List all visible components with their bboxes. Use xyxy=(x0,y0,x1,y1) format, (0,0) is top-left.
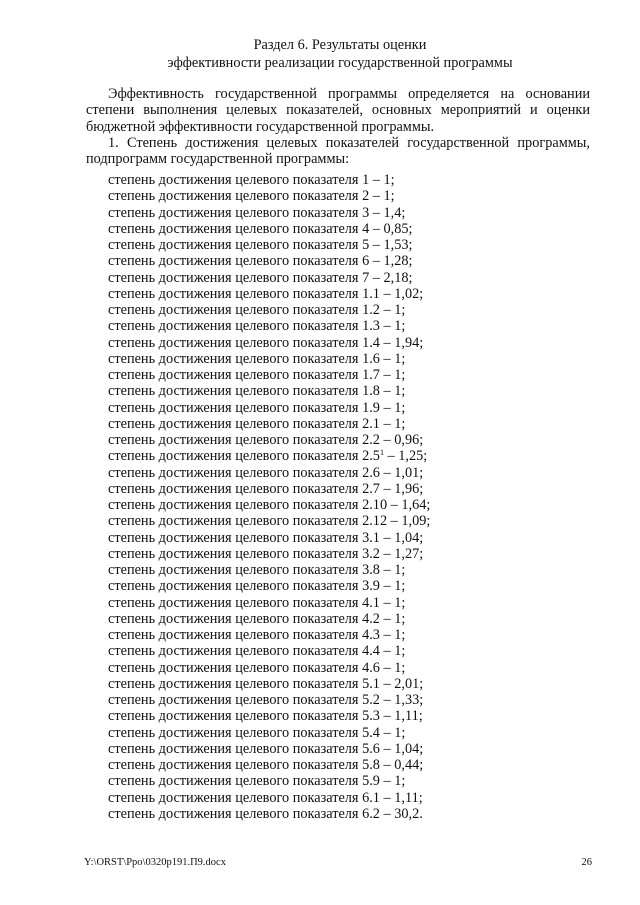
indicator-prefix: степень достижения целевого показателя xyxy=(108,237,363,253)
indicator-id: 4.3 xyxy=(362,627,380,643)
indicator-value: – 1; xyxy=(379,318,406,335)
indicator-prefix: степень достижения целевого показателя xyxy=(108,318,363,335)
indicator-value: – 30,2. xyxy=(379,805,423,822)
indicator-item xyxy=(108,643,430,659)
indicator-value: – 1,53; xyxy=(369,237,413,253)
indicator-value: – 0,96; xyxy=(379,432,424,448)
list-intro-paragraph: 1. Степень достижения целевых показателей государственной программы, подпрограмм государственной программы: xyxy=(86,134,590,168)
indicator-value: – 1; xyxy=(379,350,406,367)
indicator-prefix: степень достижения целевого показателя xyxy=(108,545,363,562)
indicator-value: – 1; xyxy=(379,594,406,611)
indicator-prefix: степень достижения целевого показателя xyxy=(108,578,363,595)
indicator-id: 3.9 xyxy=(362,578,380,595)
indicator-value: – 1,11; xyxy=(379,789,423,806)
indicator-prefix: степень достижения целевого показателя xyxy=(108,269,363,286)
indicator-value: – 1; xyxy=(369,188,395,205)
indicator-item xyxy=(108,627,430,643)
indicator-value: – 1; xyxy=(369,172,395,188)
indicator-id: 1.4 xyxy=(362,334,380,351)
indicator-id: 1.2 xyxy=(362,302,380,318)
indicator-item xyxy=(108,497,430,513)
indicator-value: – 1,64; xyxy=(387,497,431,513)
indicator-id: 6.2 xyxy=(362,805,380,822)
indicator-prefix: степень достижения целевого показателя xyxy=(108,188,363,205)
indicator-value: – 0,44; xyxy=(379,757,424,773)
indicator-id: 2.1 xyxy=(362,415,380,432)
section-title: Раздел 6. Результаты оценки xyxy=(253,37,427,53)
indicator-value: – 2,01; xyxy=(379,675,424,692)
page-number: 26 xyxy=(581,857,592,868)
indicator-id: 5.6 xyxy=(362,740,380,757)
indicator-item xyxy=(108,205,430,221)
indicator-item xyxy=(108,172,430,188)
indicator-id: 1.7 xyxy=(362,367,380,383)
indicator-id: 4.2 xyxy=(362,610,380,627)
indicator-id: 2.5 xyxy=(362,448,380,465)
indicator-id: 3 xyxy=(362,204,370,221)
indicator-value: – 1,04; xyxy=(379,740,424,757)
indicator-id: 4.4 xyxy=(362,643,380,660)
indicator-value: – 1; xyxy=(379,415,406,432)
indicator-prefix: степень достижения целевого показателя xyxy=(108,757,363,773)
indicator-item xyxy=(108,335,430,351)
intro-text xyxy=(86,86,590,167)
indicator-id: 2 xyxy=(362,188,370,205)
indicator-id: 1.6 xyxy=(362,350,380,367)
indicator-item xyxy=(108,676,430,692)
indicator-prefix: степень достижения целевого показателя xyxy=(108,773,363,790)
indicator-item xyxy=(108,448,430,464)
indicator-prefix: степень достижения целевого показателя xyxy=(108,253,363,270)
indicator-prefix: степень достижения целевого показателя xyxy=(108,464,363,481)
indicator-prefix: степень достижения целевого показателя xyxy=(108,350,363,367)
indicator-value: – 1; xyxy=(379,578,406,595)
indicator-item xyxy=(108,400,430,416)
indicator-item xyxy=(108,806,430,822)
indicator-value: – 1,04; xyxy=(379,529,424,546)
indicator-item xyxy=(108,692,430,708)
indicator-prefix: степень достижения целевого показателя xyxy=(108,399,363,416)
indicator-prefix: степень достижения целевого показателя xyxy=(108,789,363,806)
indicator-id: 3.1 xyxy=(362,529,380,546)
indicator-value: – 1; xyxy=(379,643,406,660)
indicator-id: 6 xyxy=(362,253,370,270)
indicator-value: – 1; xyxy=(379,367,406,383)
indicator-id: 2.12 xyxy=(362,513,388,530)
section-subtitle: эффективности реализации государственной программы xyxy=(167,55,513,71)
indicator-value: – 1,09; xyxy=(387,513,431,530)
indicator-item xyxy=(108,383,430,399)
indicator-prefix: степень достижения целевого показателя xyxy=(108,708,363,725)
indicator-item xyxy=(108,302,430,318)
indicator-value: – 1,02; xyxy=(379,285,424,302)
intro-paragraph: Эффективность государственной программы определяется на основании степени выполнения целевых показателей, основных мероприятий и оценки бюджетной эффективности государственной программы. xyxy=(86,86,590,135)
indicator-item xyxy=(108,367,430,383)
indicator-value: – 1; xyxy=(379,302,406,318)
indicator-id: 4.1 xyxy=(362,594,380,611)
indicator-prefix: степень достижения целевого показателя xyxy=(108,529,363,546)
indicator-item xyxy=(108,188,430,204)
indicator-id: 4.6 xyxy=(362,659,380,676)
indicator-item xyxy=(108,611,430,627)
indicator-id: 6.1 xyxy=(362,789,380,806)
indicator-item xyxy=(108,530,430,546)
indicator-value: – 1,94; xyxy=(379,334,424,351)
indicator-value: – 1; xyxy=(379,399,406,416)
indicator-item xyxy=(108,286,430,302)
indicator-item xyxy=(108,237,430,253)
indicator-prefix: степень достижения целевого показателя xyxy=(108,220,363,237)
indicator-item xyxy=(108,481,430,497)
footer-file-path: Y:\ORST\Ppo\0320p191.П9.docx xyxy=(84,857,226,868)
indicator-id: 2.6 xyxy=(362,464,380,481)
indicator-prefix: степень достижения целевого показателя xyxy=(108,448,363,465)
indicator-prefix: степень достижения целевого показателя xyxy=(108,643,363,660)
indicator-value: – 1; xyxy=(379,627,406,643)
indicator-id: 3.2 xyxy=(362,545,380,562)
indicator-item xyxy=(108,741,430,757)
indicator-item xyxy=(108,562,430,578)
indicator-value: – 1,11; xyxy=(379,708,423,725)
indicator-prefix: степень достижения целевого показателя xyxy=(108,367,363,383)
indicator-id: 2.10 xyxy=(362,497,388,513)
indicator-item xyxy=(108,318,430,334)
indicator-item xyxy=(108,465,430,481)
indicator-id: 5.2 xyxy=(362,692,380,708)
indicator-item xyxy=(108,221,430,237)
indicator-prefix: степень достижения целевого показателя xyxy=(108,740,363,757)
indicator-value: – 1; xyxy=(379,383,406,400)
section-heading xyxy=(60,36,620,72)
indicator-item xyxy=(108,432,430,448)
indicator-value: – 1,33; xyxy=(379,692,424,708)
indicator-item xyxy=(108,773,430,789)
indicator-value: – 1; xyxy=(379,610,406,627)
indicator-id: 5 xyxy=(362,237,370,253)
indicator-item xyxy=(108,725,430,741)
indicator-id: 1 xyxy=(362,172,370,188)
indicator-prefix: степень достижения целевого показателя xyxy=(108,302,363,318)
indicator-id: 7 xyxy=(362,269,370,286)
indicator-value: – 1,25; xyxy=(383,448,428,465)
indicator-prefix: степень достижения целевого показателя xyxy=(108,594,363,611)
indicator-prefix: степень достижения целевого показателя xyxy=(108,480,363,497)
indicator-prefix: степень достижения целевого показателя xyxy=(108,627,363,643)
indicator-id: 5.3 xyxy=(362,708,380,725)
indicator-prefix: степень достижения целевого показателя xyxy=(108,497,363,513)
indicator-list xyxy=(108,172,430,822)
indicator-prefix: степень достижения целевого показателя xyxy=(108,805,363,822)
indicator-id: 1.8 xyxy=(362,383,380,400)
indicator-id: 5.9 xyxy=(362,773,380,790)
indicator-id: 4 xyxy=(362,220,370,237)
indicator-item xyxy=(108,270,430,286)
indicator-prefix: степень достижения целевого показателя xyxy=(108,204,363,221)
indicator-item xyxy=(108,790,430,806)
indicator-prefix: степень достижения целевого показателя xyxy=(108,513,363,530)
indicator-item xyxy=(108,757,430,773)
indicator-value: – 1; xyxy=(379,773,406,790)
indicator-prefix: степень достижения целевого показателя xyxy=(108,610,363,627)
indicator-item xyxy=(108,351,430,367)
indicator-id: 5.4 xyxy=(362,724,380,741)
indicator-value: – 1,4; xyxy=(369,204,406,221)
indicator-value: – 1,27; xyxy=(379,545,424,562)
indicator-item xyxy=(108,660,430,676)
indicator-id: 5.1 xyxy=(362,675,380,692)
indicator-prefix: степень достижения целевого показателя xyxy=(108,659,363,676)
indicator-prefix: степень достижения целевого показателя xyxy=(108,432,363,448)
indicator-value: – 2,18; xyxy=(369,269,413,286)
indicator-prefix: степень достижения целевого показателя xyxy=(108,692,363,708)
indicator-id: 5.8 xyxy=(362,757,380,773)
indicator-value: – 1,96; xyxy=(379,480,424,497)
indicator-prefix: степень достижения целевого показателя xyxy=(108,724,363,741)
indicator-prefix: степень достижения целевого показателя xyxy=(108,562,363,578)
indicator-footnote-mark: 1 xyxy=(379,448,384,458)
indicator-item xyxy=(108,546,430,562)
indicator-value: – 1; xyxy=(379,562,406,578)
indicator-prefix: степень достижения целевого показателя xyxy=(108,172,363,188)
indicator-item xyxy=(108,578,430,594)
indicator-id: 1.3 xyxy=(362,318,380,335)
indicator-id: 1.9 xyxy=(362,399,380,416)
indicator-id: 1.1 xyxy=(362,285,380,302)
indicator-value: – 1; xyxy=(379,724,406,741)
indicator-value: – 1; xyxy=(379,659,406,676)
indicator-prefix: степень достижения целевого показателя xyxy=(108,334,363,351)
indicator-item xyxy=(108,416,430,432)
indicator-prefix: степень достижения целевого показателя xyxy=(108,415,363,432)
indicator-id: 2.2 xyxy=(362,432,380,448)
indicator-item xyxy=(108,513,430,529)
indicator-prefix: степень достижения целевого показателя xyxy=(108,285,363,302)
indicator-item xyxy=(108,595,430,611)
indicator-value: – 1,28; xyxy=(369,253,413,270)
indicator-prefix: степень достижения целевого показателя xyxy=(108,383,363,400)
indicator-item xyxy=(108,253,430,269)
indicator-value: – 1,01; xyxy=(379,464,424,481)
indicator-value: – 0,85; xyxy=(369,220,413,237)
indicator-prefix: степень достижения целевого показателя xyxy=(108,675,363,692)
indicator-id: 2.7 xyxy=(362,480,380,497)
indicator-item xyxy=(108,708,430,724)
indicator-id: 3.8 xyxy=(362,562,380,578)
